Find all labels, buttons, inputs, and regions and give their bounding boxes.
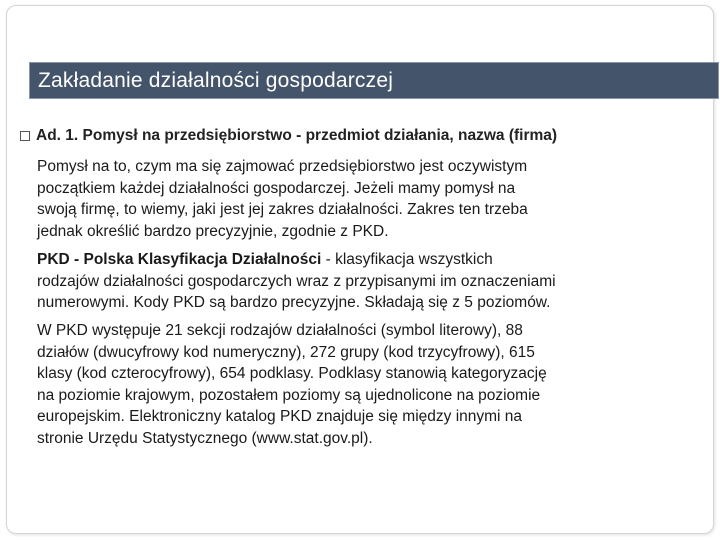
paragraph-line: numerowymi. Kody PKD są bardzo precyzyjne. Składają się z 5 poziomów. — [37, 294, 551, 311]
paragraph-line: jednak określić bardzo precyzyjnie, zgodnie z PKD. — [37, 222, 389, 240]
paragraph-line: W PKD występuje 21 sekcji rodzajów działalności (symbol literowy), 88 — [37, 322, 523, 339]
paragraph-3 — [37, 320, 697, 449]
paragraph-line: rodzajów działalności gospodarczych wraz z przypisanymi im oznaczeniami — [37, 272, 556, 290]
paragraph-line: swoją firmę, to wiemy, jaki jest jej zakres działalności. Zakres ten trzeba — [37, 201, 528, 218]
paragraph-1 — [37, 156, 697, 242]
paragraph-2 — [37, 249, 697, 314]
pkd-definition: - klasyfikacja wszystkich — [321, 251, 493, 268]
paragraph-line: Pomysł na to, czym ma się zajmować przedsiębiorstwo jest oczywistym — [37, 158, 528, 175]
pkd-term: PKD - Polska Klasyfikacja Działalności — [37, 251, 322, 268]
paragraph-line: działów (dwucyfrowy kod numeryczny), 272 grupy (kod trzycyfrowy), 615 — [37, 343, 535, 361]
paragraph-line: stronie Urzędu Statystycznego (www.stat.gov.pl). — [37, 429, 373, 447]
paragraph-line: klasy (kod czterocyfrowy), 654 podklasy. Podklasy stanowią kategoryzację — [37, 365, 547, 382]
bullet-heading: Ad. 1. Pomysł na przedsiębiorstwo - przedmiot działania, nazwa (firma) — [36, 127, 558, 144]
title-bar — [30, 63, 718, 98]
paragraph-line: początkiem każdej działalności gospodarczej. Jeżeli mamy pomysł na — [37, 179, 516, 197]
square-bullet-icon — [20, 131, 30, 141]
paragraph-line: na poziomie krajowym, pozostałem poziomy są ujednolicone na poziomie — [37, 386, 541, 404]
slide-title: Zakładanie działalności gospodarczej — [38, 68, 394, 92]
paragraph-line — [37, 249, 697, 271]
paragraph-line: europejskim. Elektroniczny katalog PKD znajduje się między innymi na — [37, 408, 523, 425]
bullet-row — [20, 127, 557, 145]
